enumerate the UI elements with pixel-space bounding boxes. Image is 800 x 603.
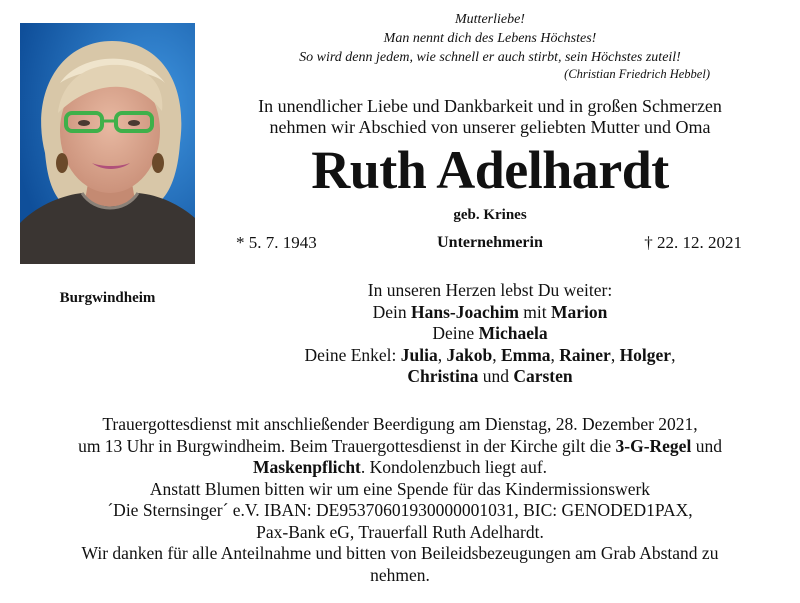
grandchild-name: Emma	[500, 344, 551, 365]
son-partner-name: Marion	[551, 301, 608, 322]
intro-text	[200, 96, 780, 138]
grandchild-name: Jakob	[446, 344, 493, 365]
poem-quote	[200, 10, 780, 81]
son-name: Hans-Joachim	[410, 301, 519, 322]
portrait-photo	[20, 23, 195, 264]
text: um 13 Uhr in Burgwindheim. Beim Trauergottesdienst in der Kirche gilt die	[78, 435, 612, 456]
separator: ,	[550, 344, 555, 365]
grandchildren-line-2	[200, 366, 780, 388]
separator: ,	[610, 344, 616, 365]
family-list	[200, 280, 780, 388]
bank-details: ´Die Sternsinger´ e.V. IBAN: DE95370601930000001031, BIC: GENODED1PAX,	[107, 500, 693, 520]
text-dein: Dein	[372, 301, 407, 322]
grandchild-name: Carsten	[513, 366, 573, 386]
grandchild-name: Julia	[400, 344, 438, 365]
service-line	[0, 436, 800, 458]
covid-rule: 3-G-Regel	[615, 435, 692, 456]
service-line	[0, 457, 800, 479]
quote-author: (Christian Friedrich Hebbel)	[564, 67, 710, 81]
text-deine: Deine	[432, 323, 475, 343]
portrait-illustration	[20, 23, 195, 264]
birth-name: geb. Krines	[453, 207, 527, 223]
service-information	[0, 414, 800, 586]
grandchildren-label: Deine Enkel:	[304, 344, 397, 365]
separator: ,	[492, 344, 497, 365]
text: . Kondolenzbuch liegt auf.	[360, 457, 548, 477]
grandchild-name: Christina	[407, 366, 479, 386]
service-line: Anstatt Blumen bitten wir um eine Spende für das Kindermissionswerk	[149, 478, 651, 499]
text: und	[695, 435, 722, 456]
death-date: † 22. 12. 2021	[644, 233, 742, 252]
separator: ,	[671, 344, 676, 365]
intro-line: nehmen wir Abschied von unserer geliebten Mutter und Oma	[269, 117, 711, 137]
intro-line: In unendlicher Liebe und Dankbarkeit und in großen Schmerzen	[258, 96, 722, 116]
grandchild-name: Holger	[619, 344, 672, 365]
grandchild-name: Rainer	[559, 344, 611, 365]
service-line: nehmen.	[370, 564, 430, 585]
grandchildren-line	[200, 345, 780, 367]
quote-line: Man nennt dich des Lebens Höchstes!	[383, 31, 597, 46]
quote-line: So wird denn jedem, wie schnell er auch stirbt, sein Höchstes zuteil!	[299, 50, 681, 65]
text-mit: mit	[523, 301, 547, 322]
quote-line: Mutterliebe!	[455, 12, 525, 27]
birth-date: * 5. 7. 1943	[236, 233, 317, 252]
mask-rule: Maskenpflicht	[252, 457, 361, 477]
text-und: und	[482, 366, 509, 386]
daughter-name: Michaela	[478, 323, 548, 343]
place-of-residence: Burgwindheim	[59, 290, 156, 306]
deceased-name: Ruth Adelhardt	[311, 140, 669, 200]
family-daughter-line	[200, 323, 780, 345]
service-line: Wir danken für alle Anteilnahme und bitten von Beileidsbezeugungen am Grab Abstand zu	[81, 543, 719, 563]
family-intro: In unseren Herzen lebst Du weiter:	[367, 280, 613, 300]
service-line: Pax-Bank eG, Trauerfall Ruth Adelhardt.	[256, 521, 544, 542]
family-son-line	[200, 302, 780, 324]
separator: ,	[437, 344, 443, 365]
occupation: Unternehmerin	[437, 234, 543, 251]
service-line: Trauergottesdienst mit anschließender Beerdigung am Dienstag, 28. Dezember 2021,	[102, 414, 698, 434]
